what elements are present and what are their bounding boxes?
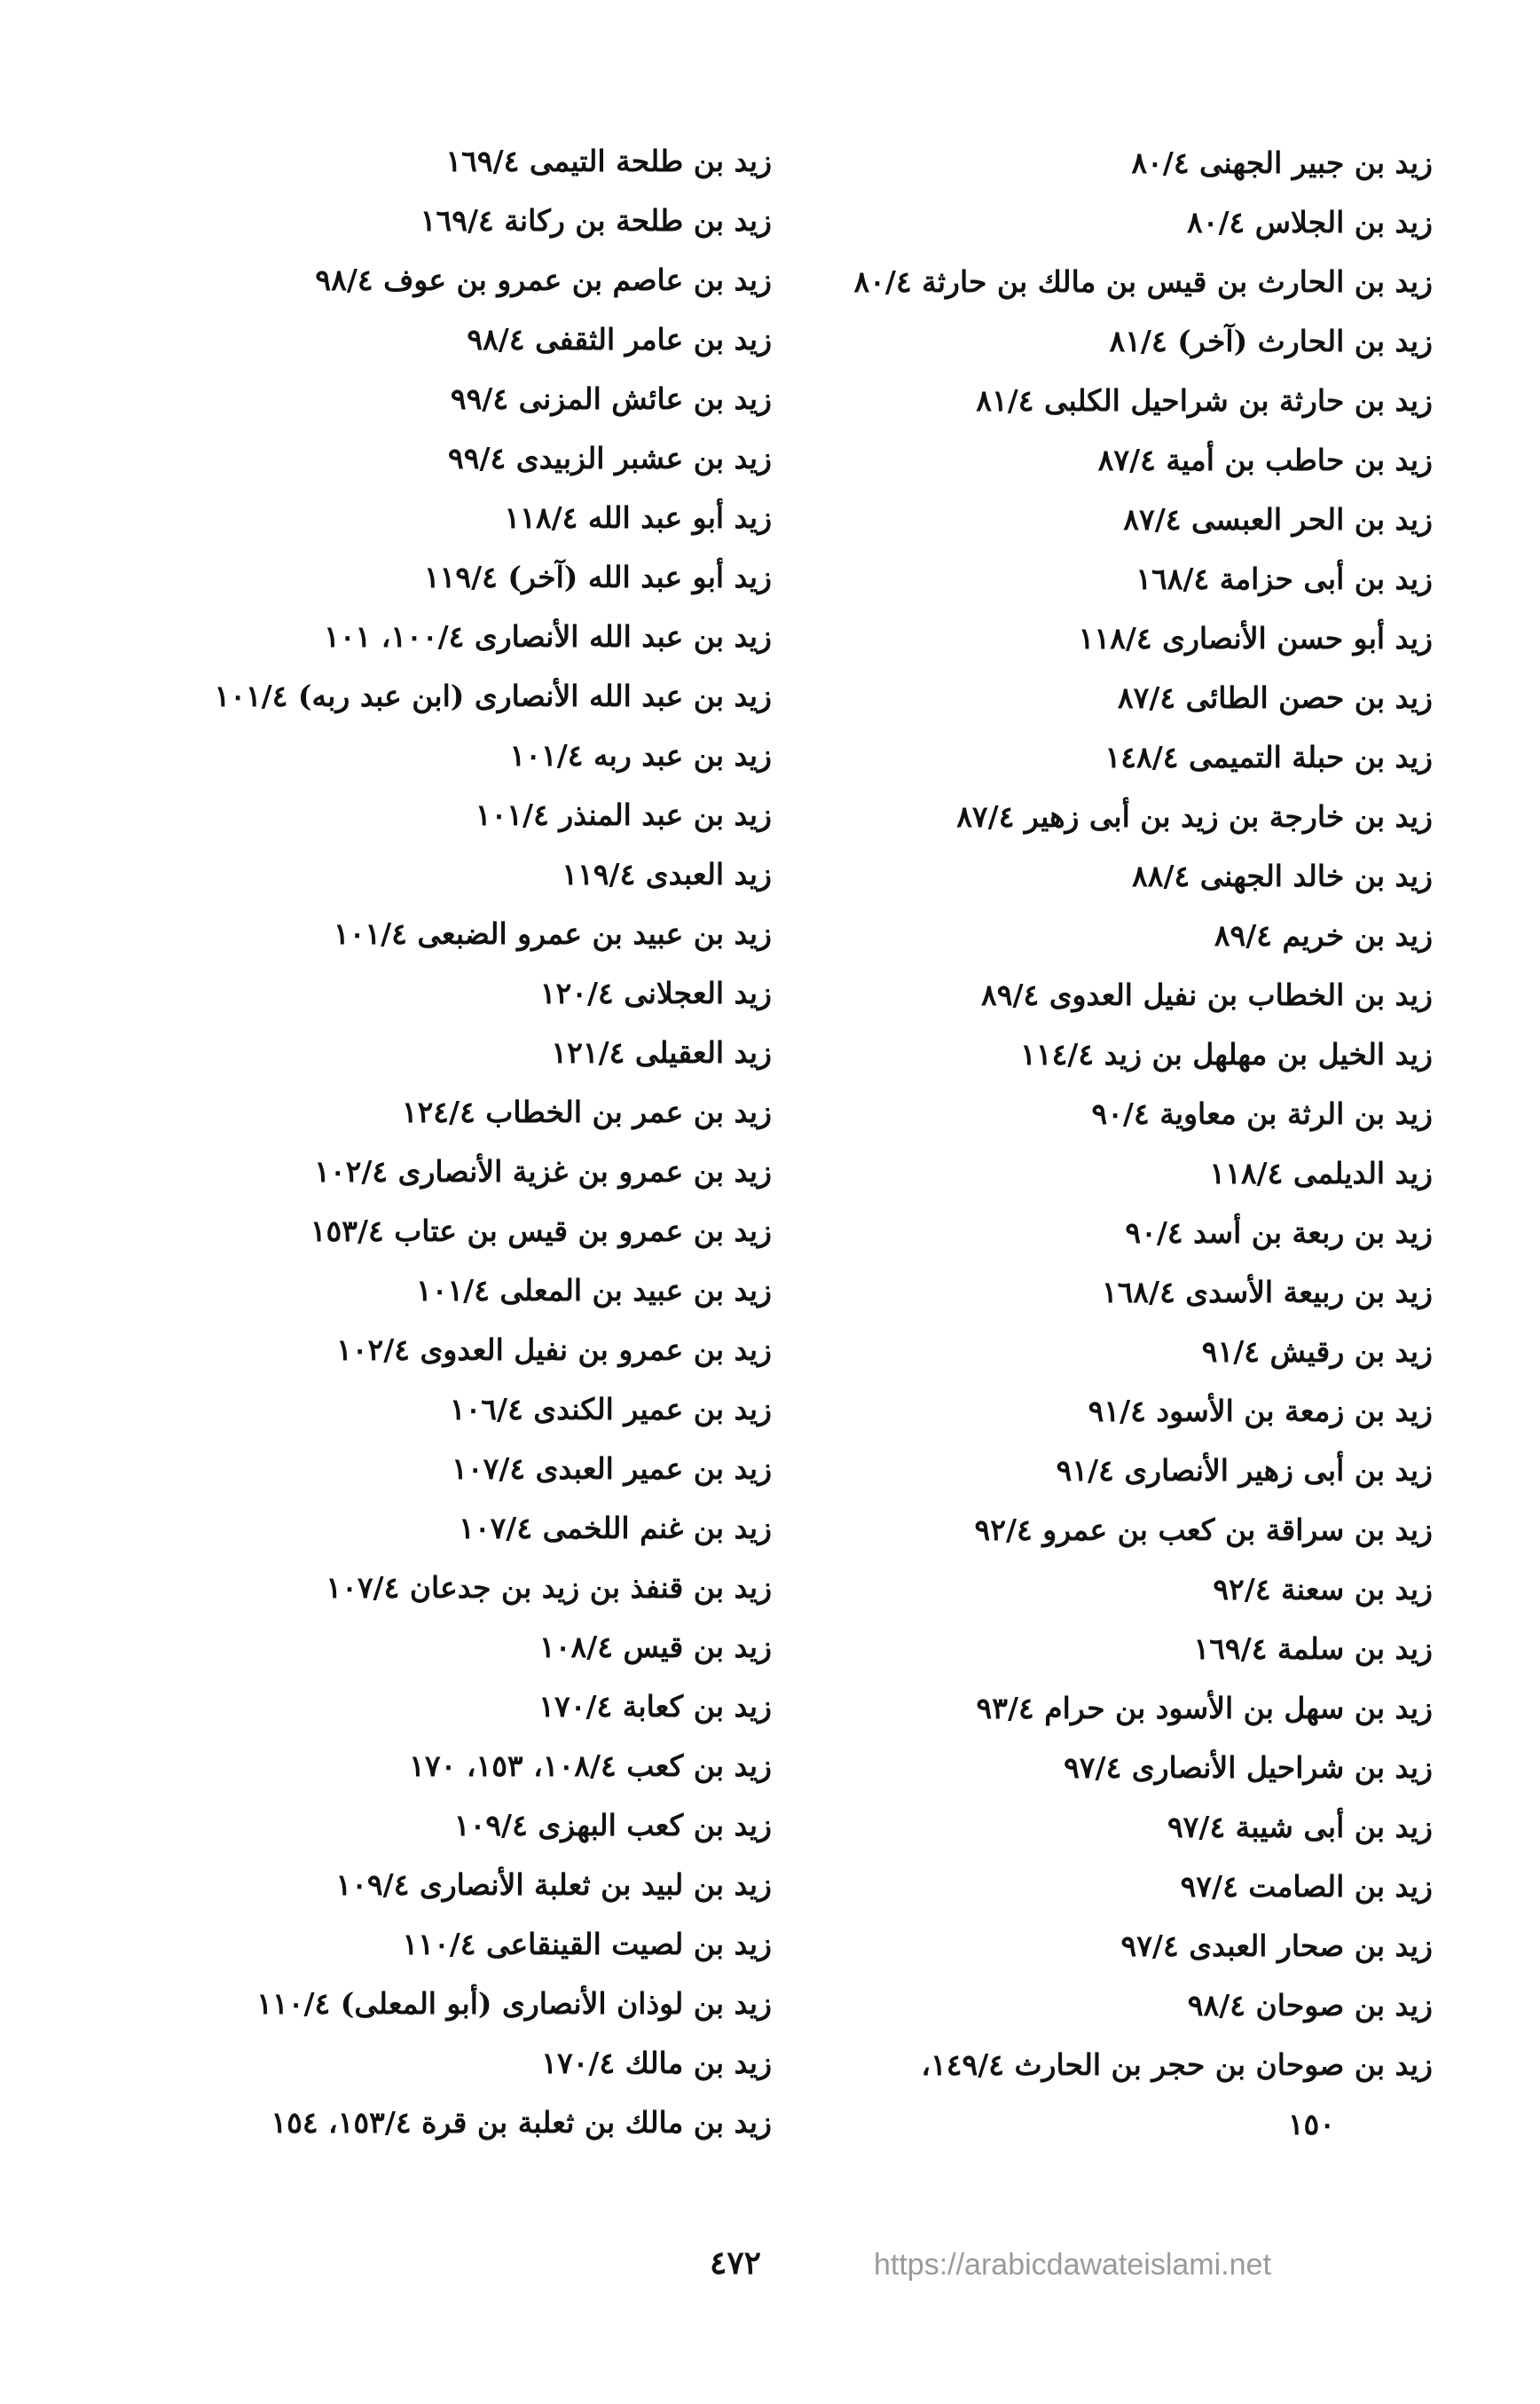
index-entry: زيد بن حاطب بن أمية ٨٧/٤ [1097, 443, 1433, 477]
index-entry: زيد بن سراقة بن كعب بن عمرو ٩٢/٤ [974, 1512, 1433, 1547]
index-entry: زيد بن عبيد بن المعلى ١٠١/٤ [415, 1273, 772, 1308]
index-entry: زيد بن طلحة التيمى ١٦٩/٤ [445, 144, 772, 178]
index-entry: زيد بن ربيعة الأسدى ١٦٨/٤ [1101, 1275, 1433, 1309]
index-entry: زيد بن لوذان الأنصارى (أبو المعلى) ١١٠/٤ [256, 1986, 772, 2021]
index-entry: زيد بن عمرو بن نفيل العدوى ١٠٢/٤ [336, 1332, 772, 1367]
index-entry: زيد بن لصيت القينقاعى ١١٠/٤ [402, 1927, 772, 1961]
index-entry: زيد بن حبلة التميمى ١٤٨/٤ [1104, 740, 1433, 774]
index-entry: زيد بن مالك ١٧٠/٤ [541, 2046, 772, 2080]
index-entry: زيد بن أبى زهير الأنصارى ٩١/٤ [1056, 1453, 1433, 1488]
index-entry: زيد بن ربعة بن أسد ٩٠/٤ [1125, 1215, 1433, 1250]
index-entry: زيد بن غنم اللخمى ١٠٧/٤ [459, 1511, 772, 1545]
index-entry: زيد بن لبيد بن ثعلبة الأنصارى ١٠٩/٤ [335, 1867, 772, 1902]
index-entry: زيد بن الحارث بن قيس بن مالك بن حارثة ٨٠/٤ [853, 264, 1433, 299]
index-entry: زيد بن عشبر الزبيدى ٩٩/٤ [448, 441, 772, 475]
index-entry-continuation: ١٥٠ [1287, 2107, 1335, 2141]
index-entry: زيد بن الحر العبسى ٨٧/٤ [1123, 502, 1433, 537]
index-entry: زيد العبدى ١١٩/٤ [562, 857, 772, 892]
index-entry: زيد العقيلى ١٢١/٤ [551, 1035, 772, 1070]
index-entry: زيد بن عبد الله الأنصارى ١٠٠/٤، ١٠١ [324, 619, 772, 654]
index-entry: زيد بن كعابة ١٧٠/٤ [538, 1689, 772, 1724]
index-entry: زيد بن عائش المزنى ٩٩/٤ [450, 381, 772, 416]
index-entry: زيد بن خالد الجهنى ٨٨/٤ [1132, 859, 1433, 893]
index-column-left [151, 131, 772, 2152]
index-entry: زيد بن عمرو بن غزية الأنصارى ١٠٢/٤ [314, 1154, 772, 1189]
index-entry: زيد بن كعب البهزى ١٠٩/٤ [453, 1808, 772, 1842]
index-entry: زيد بن أبى شيبة ٩٧/٤ [1167, 1810, 1433, 1844]
page-number: ٤٧٢ [710, 2244, 762, 2282]
index-entry: زيد بن الحارث (آخر) ٨١/٤ [1109, 324, 1433, 358]
index-entry: زيد بن جبير الجهنى ٨٠/٤ [1131, 145, 1433, 180]
index-entry: زيد بن سلمة ١٦٩/٤ [1193, 1631, 1433, 1666]
index-entry: زيد بن عاصم بن عمرو بن عوف ٩٨/٤ [315, 263, 772, 297]
index-entry: زيد بن كعب ١٠٨/٤، ١٥٣، ١٧٠ [409, 1748, 772, 1783]
index-entry: زيد بن حارثة بن شراحيل الكلبى ٨١/٤ [976, 383, 1433, 418]
index-entry: زيد الخيل بن مهلهل بن زيد ١١٤/٤ [1020, 1037, 1433, 1072]
index-entry: زيد العجلانى ١٢٠/٤ [539, 976, 772, 1010]
index-entry: زيد بن صوحان بن حجر بن الحارث ١٤٩/٤، [921, 2047, 1433, 2082]
index-entry: زيد بن عبد المنذر ١٠١/٤ [475, 797, 772, 832]
watermark-url: https://arabicdawateislami.net [874, 2248, 1271, 2282]
index-column-right [798, 133, 1433, 2154]
index-entry: زيد بن حصن الطائى ٨٧/٤ [1117, 680, 1433, 715]
page-footer [0, 2244, 1540, 2298]
index-entry: زيد بن الخطاب بن نفيل العدوى ٨٩/٤ [981, 978, 1433, 1012]
index-entry: زيد الديلمى ١١٨/٤ [1209, 1156, 1433, 1190]
index-entry: زيد بن عبيد بن عمرو الضبعى ١٠١/٤ [333, 916, 772, 951]
index-entry: زيد بن صوحان ٩٨/٤ [1187, 1988, 1433, 2023]
index-entry: زيد بن سعنة ٩٢/٤ [1213, 1572, 1433, 1607]
index-entry: زيد بن رقيش ٩١/٤ [1201, 1334, 1433, 1369]
index-entry: زيد بن زمعة بن الأسود ٩١/٤ [1088, 1394, 1433, 1428]
index-entry: زيد بن طلحة بن ركانة ١٦٩/٤ [420, 203, 772, 238]
index-entry: زيد بن أبى حزامة ١٦٨/٤ [1135, 562, 1433, 596]
index-entry: زيد بن الجلاس ٨٠/٤ [1187, 205, 1433, 240]
index-entry: زيد بن الرثة بن معاوية ٩٠/٤ [1091, 1096, 1433, 1131]
index-entry: زيد بن مالك بن ثعلبة بن قرة ١٥٣/٤، ١٥٤ [271, 2105, 772, 2140]
index-entry: زيد بن خريم ٨٩/٤ [1214, 918, 1433, 953]
index-entry: زيد بن عمر بن الخطاب ١٢٤/٤ [401, 1095, 772, 1129]
index-entry: زيد بن عمير الكندى ١٠٦/٤ [449, 1392, 772, 1426]
index-entry: زيد بن قنفذ بن زيد بن جدعان ١٠٧/٤ [326, 1570, 772, 1605]
index-entry: زيد بن قيس ١٠٨/٤ [539, 1630, 772, 1664]
index-entry: زيد بن صحار العبدى ٩٧/٤ [1120, 1929, 1433, 1963]
index-entry: زيد بن عمير العبدى ١٠٧/٤ [452, 1451, 772, 1486]
index-entry: زيد أبو عبد الله ١١٨/٤ [504, 500, 772, 535]
index-entry: زيد بن عبد ربه ١٠١/٤ [509, 738, 772, 773]
index-entry: زيد أبو عبد الله (آخر) ١١٩/٤ [423, 560, 772, 594]
index-entry: زيد أبو حسن الأنصارى ١١٨/٤ [1078, 621, 1433, 656]
index-entry: زيد بن الصامت ٩٧/٤ [1180, 1869, 1433, 1904]
index-entry: زيد بن عامر الثقفى ٩٨/٤ [467, 322, 772, 357]
index-entry: زيد بن عبد الله الأنصارى (ابن عبد ربه) ١٠١/٤ [214, 679, 772, 713]
index-entry: زيد بن عمرو بن قيس بن عتاب ١٥٣/٤ [310, 1214, 772, 1248]
index-entry: زيد بن سهل بن الأسود بن حرام ٩٣/٤ [976, 1691, 1433, 1725]
index-entry: زيد بن خارجة بن زيد بن أبى زهير ٨٧/٤ [956, 799, 1433, 834]
index-entry: زيد بن شراحيل الأنصارى ٩٧/٤ [1064, 1750, 1433, 1785]
